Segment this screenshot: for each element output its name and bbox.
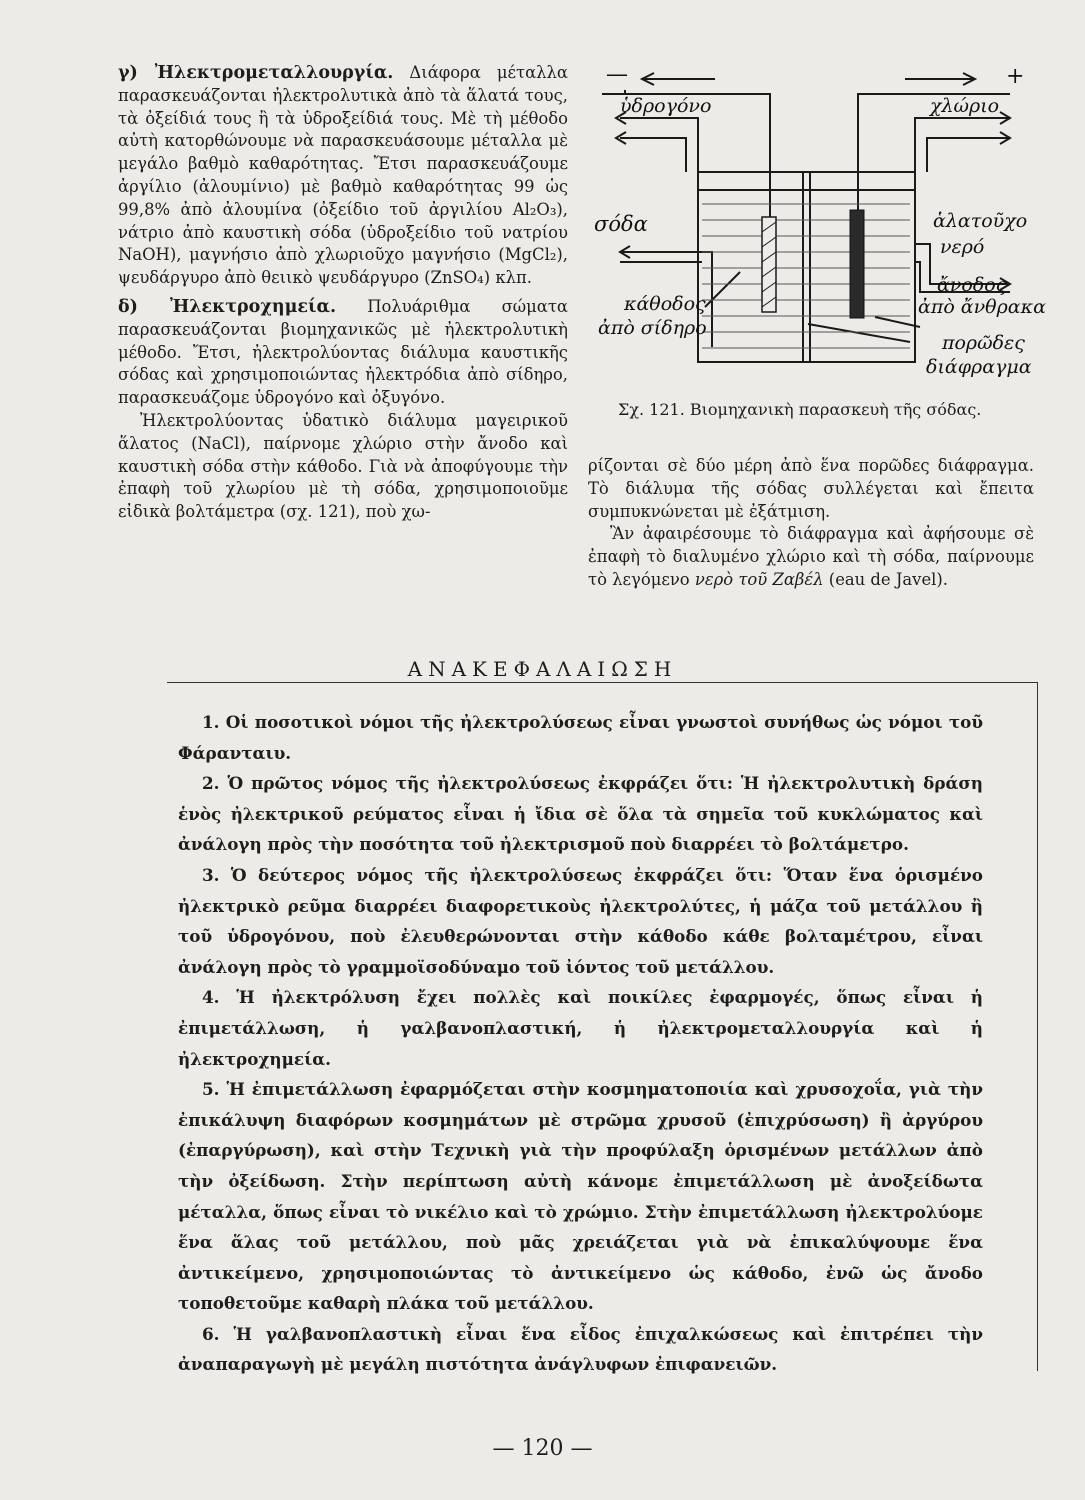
summary-title: ΑΝΑΚΕΦΑΛΑΙΩΣΗ bbox=[407, 657, 678, 681]
javel-text-start: Ἂν ἀφαιρέσουμε τὸ διάφραγμα καὶ ἀφήσουμε σὲ ἐπαφὴ τὸ διαλυμένο χλώριο καὶ τὴ σόδα, παίρνουμε τὸ λεγόμενο bbox=[588, 524, 1034, 589]
plus-terminal-label: + bbox=[1006, 64, 1025, 89]
left-column bbox=[118, 62, 568, 524]
minus-terminal-label: — bbox=[606, 62, 628, 87]
cathode-label-line2: ἀπὸ σίδηρο bbox=[598, 317, 707, 339]
anode-label-line1: ἄνοδος bbox=[937, 274, 1007, 296]
javel-water-term: νερὸ τοῦ Ζαβέλ bbox=[694, 569, 824, 589]
figure-caption: Σχ. 121. Βιομηχανικὴ παρασκευὴ τῆς σόδας. bbox=[618, 400, 982, 419]
summary-item: 5. Ἡ ἐπιμετάλλωση ἐφαρμόζεται στὴν κοσμηματοποιία καὶ χρυσοχοΐα, γιὰ τὴν ἐπικάλυψη διαφόρων κοσμημάτων μὲ στρῶμα χρυσοῦ (ἐπιχρύσωση) ἢ ἀργύρου (ἐπαργύρωση), καὶ στὴν Τεχνικὴ γιὰ τὴν προφύλαξη ὁρισμένων μετάλλων ἀπὸ τὴν ὀξείδωση. Στὴν περίπτωση αὐτὴ κάνομε ἐπιμετάλλωση μὲ ἀνοξείδωτα μέταλλα, ὅπως εἶναι τὸ νικέλιο καὶ τὸ χρώμιο. Στὴν ἐπιμετάλλωση ἠλεκτρολύομε ἕνα ἅλας τοῦ μετάλλου, ποὺ μᾶς χρειάζεται γιὰ νὰ ἐπικαλύψουμε ἕνα ἀντικείμενο, χρησιμοποιώντας τὸ ἀντικείμενο ὡς κάθοδο, ἐνῶ ὡς ἄνοδο τοποθετοῦμε καθαρὴ πλάκα τοῦ μετάλλου. bbox=[178, 1079, 983, 1314]
paragraph-electrometallurgy bbox=[118, 62, 568, 290]
diaphragm-label-line1: πορῶδες bbox=[942, 332, 1025, 354]
section-body-electrometallurgy: Διάφορα μέταλλα παρασκευάζονται ἠλεκτρολυτικὰ ἀπὸ τὰ ἅλατά τους, τὰ ὀξείδιά τους ἢ τὰ ὑδροξείδιά τους. Μὲ τὴ μέθοδο αὐτὴ κατορθώνουμε νὰ παρασκευάσουμε μέταλλα μὲ μεγάλο βαθμὸ καθαρότητας. Ἔτσι παρασκευάζουμε ἀργίλιο (ἀλουμίνιο) μὲ βαθμὸ καθαρότητας 99 ὡς 99,8% ἀπὸ ἀλουμίνα (ὀξείδιο τοῦ ἀργιλίου Al₂O₃), νάτριο ἀπὸ καυστικὴ σόδα (ὑδροξείδιο τοῦ νατρίου NaOH), μαγνήσιο ἀπὸ χλωριοῦχο μαγνήσιο (MgCl₂), ψευδάργυρο ἀπὸ θειικὸ ψευδάργυρο (ZnSO₄) κλπ. bbox=[118, 63, 568, 288]
anode-label-line2: ἀπὸ ἄνθρακα bbox=[918, 296, 1046, 318]
hydrogen-label: ὑδρογόνο bbox=[620, 95, 712, 117]
brine-label-line2: νερό bbox=[940, 236, 985, 258]
section-body-electrochemistry: Πολυάριθμα σώματα παρασκευάζονται βιομηχανικῶς μὲ ἠλεκτρολυτικὴ μέθοδο. Ἔτσι, ἠλεκτρολύοντας διάλυμα καυστικῆς σόδας καὶ χρησιμοποιώντας ἠλεκτρόδια ἀπὸ σίδηρο, παρασκευάζομε ὑδρογόνο καὶ ὀξυγόνο. bbox=[118, 296, 568, 408]
javel-text-end: (eau de Javel). bbox=[823, 569, 948, 589]
cathode-label-line1: κάθοδος bbox=[624, 293, 706, 315]
summary-item: 6. Ἡ γαλβανοπλαστικὴ εἶναι ἕνα εἶδος ἐπιχαλκώσεως καὶ ἐπιτρέπει τὴν ἀναπαραγωγὴ μὲ μεγάλη πιστότητα ἀνάγλυφων ἐπιφανειῶν. bbox=[178, 1323, 983, 1375]
page-number: — 120 — bbox=[492, 1436, 593, 1461]
figure-soda-electrolysis bbox=[590, 62, 1046, 442]
paragraph-javel-water bbox=[588, 523, 1034, 591]
section-heading-electrochemistry: δ) Ἠλεκτροχημεία. bbox=[118, 296, 337, 317]
paragraph-diaphragm: ρίζονται σὲ δύο μέρη ἀπὸ ἕνα πορῶδες διάφραγμα. Τὸ διάλυμα τῆς σόδας συλλέγεται καὶ ἔπειτα συμπυκνώνεται μὲ ἐξάτμιση. bbox=[588, 456, 1034, 521]
section-heading-electrometallurgy: γ) Ἠλεκτρομεταλλουργία. bbox=[118, 63, 394, 83]
soda-label: σόδα bbox=[594, 212, 648, 236]
summary-list bbox=[178, 707, 983, 1380]
diaphragm-label-line2: διάφραγμα bbox=[926, 356, 1032, 378]
paragraph-electrochemistry bbox=[118, 296, 568, 410]
summary-item: 4. Ἡ ἠλεκτρόλυση ἔχει πολλὲς καὶ ποικίλες ἐφαρμογές, ὅπως εἶναι ἡ ἐπιμετάλλωση, ἡ γαλβανοπλαστική, ἡ ἠλεκτρομεταλλουργία καὶ ἡ ἠλεκτροχημεία. bbox=[178, 987, 983, 1069]
summary-item: 3. Ὁ δεύτερος νόμος τῆς ἠλεκτρολύσεως ἐκφράζει ὅτι: Ὅταν ἕνα ὁρισμένο ἠλεκτρικὸ ρεῦμα διαρρέει διαφορετικοὺς ἠλεκτρολύτες, ἡ μάζα τοῦ μετάλλου ἢ τοῦ ὑδρογόνου, ποὺ ἐλευθερώνονται στὴν κάθοδο κάθε βολταμέτρου, εἶναι ἀνάλογη πρὸς τὸ γραμμοϊσοδύναμο τοῦ ἰόντος τοῦ μετάλλου. bbox=[178, 864, 983, 977]
brine-label-line1: ἁλατοῦχο bbox=[933, 210, 1028, 232]
chlorine-label: χλώριο bbox=[930, 95, 1000, 117]
summary-item: 2. Ὁ πρῶτος νόμος τῆς ἠλεκτρολύσεως ἐκφράζει ὅτι: Ἡ ἠλεκτρολυτικὴ δράση ἑνὸς ἠλεκτρικοῦ ρεύματος εἶναι ἡ ἴδια σὲ ὅλα τὰ σημεῖα τοῦ κυκλώματος καὶ ἀνάλογη πρὸς τὴν ποσότητα τοῦ ἠλεκτρισμοῦ ποὺ διαρρέει τὸ βολτάμετρο. bbox=[178, 773, 983, 855]
summary-item: 1. Οἱ ποσοτικοὶ νόμοι τῆς ἠλεκτρολύσεως εἶναι γνωστοὶ συνήθως ὡς νόμοι τοῦ Φάρανταιυ. bbox=[178, 712, 983, 763]
paragraph-nacl-electrolysis: Ἠλεκτρολύοντας ὑδατικὸ διάλυμα μαγειρικοῦ ἅλατος (NaCl), παίρνομε χλώριο στὴν ἄνοδο καὶ καυστικὴ σόδα στὴν κάθοδο. Γιὰ νὰ ἀποφύγουμε τὴν ἐπαφὴ τοῦ χλωρίου μὲ τὴ σόδα, χρησιμοποιοῦμε εἰδικὰ βολτάμετρα (σχ. 121), ποὺ χω- bbox=[118, 410, 568, 522]
right-column bbox=[588, 455, 1034, 592]
